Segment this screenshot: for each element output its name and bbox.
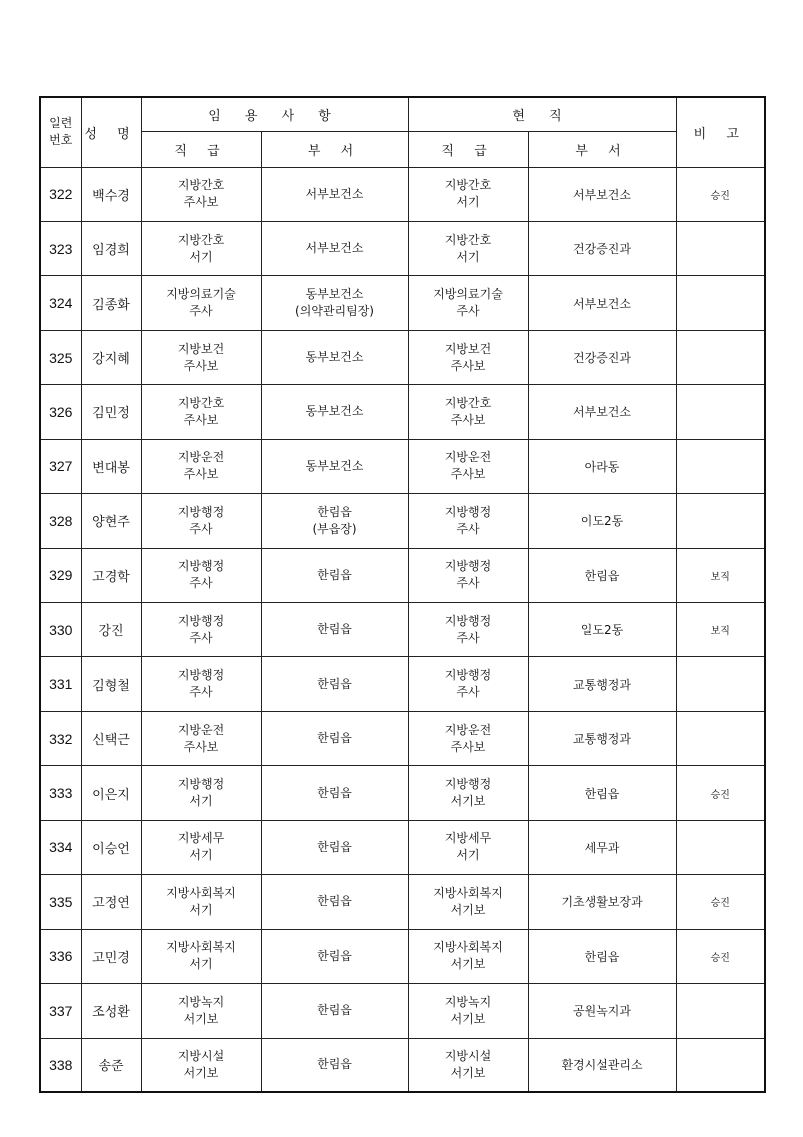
current-rank-cell xyxy=(408,330,528,384)
current-rank-cell xyxy=(408,711,528,765)
serial-number-cell: 335 xyxy=(40,875,81,929)
new-dept-cell xyxy=(261,766,408,820)
new-dept-cell-line: (부읍장) xyxy=(312,521,357,536)
new-dept-cell-line: 한림읍 xyxy=(317,731,352,746)
current-rank-cell xyxy=(408,875,528,929)
new-rank-cell xyxy=(141,929,261,983)
new-dept-cell-line: 한림읍 xyxy=(317,567,352,582)
note-header: 비 고 xyxy=(676,97,765,167)
current-rank-cell-line: 지방보건 xyxy=(444,341,492,356)
new-dept-cell-line: 동부보건소 xyxy=(305,404,364,419)
current-rank-cell xyxy=(408,548,528,602)
new-rank-cell-line: 지방행정 xyxy=(177,504,225,519)
new-rank-cell-line: 지방의료기술 xyxy=(166,287,236,302)
new-rank-cell xyxy=(141,385,261,439)
current-rank-cell xyxy=(408,439,528,493)
current-dept-cell: 교통행정과 xyxy=(528,657,676,711)
new-dept-cell xyxy=(261,711,408,765)
current-rank-cell-line: 지방행정 xyxy=(444,559,492,574)
current-dept-cell: 서부보건소 xyxy=(528,167,676,221)
current-rank-cell xyxy=(408,603,528,657)
new-rank-cell-line: 지방운전 xyxy=(177,450,225,465)
note-cell: 승진 xyxy=(676,167,765,221)
current-rank-cell-line: 주사보 xyxy=(450,412,486,427)
current-rank-cell-line: 주사 xyxy=(456,685,480,700)
serial-number-cell: 330 xyxy=(40,603,81,657)
new-dept-cell xyxy=(261,221,408,275)
current-dept-cell: 서부보건소 xyxy=(528,385,676,439)
current-rank-cell xyxy=(408,929,528,983)
current-dept-cell: 한림읍 xyxy=(528,929,676,983)
new-rank-cell-line: 지방간호 xyxy=(177,178,225,193)
current-rank-cell-line: 서기보 xyxy=(450,794,486,809)
name-cell: 이은지 xyxy=(81,766,141,820)
current-rank-cell xyxy=(408,984,528,1038)
new-dept-cell-line: 한림읍 xyxy=(317,785,352,800)
current-rank-cell-line: 주사보 xyxy=(450,467,486,482)
name-cell: 고경학 xyxy=(81,548,141,602)
current-rank-cell xyxy=(408,1038,528,1092)
current-rank-cell-line: 지방간호 xyxy=(444,395,492,410)
serial-number-cell: 328 xyxy=(40,494,81,548)
header-row-2 xyxy=(40,131,765,167)
name-cell: 고정연 xyxy=(81,875,141,929)
current-dept-cell: 일도2동 xyxy=(528,603,676,657)
note-cell xyxy=(676,221,765,275)
serial-number-cell: 323 xyxy=(40,221,81,275)
new-rank-cell-line: 주사 xyxy=(189,685,213,700)
note-cell: 승진 xyxy=(676,766,765,820)
new-dept-header: 부 서 xyxy=(261,131,408,167)
new-rank-cell-line: 주사 xyxy=(189,630,213,645)
new-dept-cell-line: 서부보건소 xyxy=(305,241,364,256)
new-dept-cell xyxy=(261,548,408,602)
current-dept-cell: 이도2동 xyxy=(528,494,676,548)
current-dept-cell: 공원녹지과 xyxy=(528,984,676,1038)
serial-number-cell: 329 xyxy=(40,548,81,602)
name-cell: 송준 xyxy=(81,1038,141,1092)
new-rank-cell xyxy=(141,820,261,874)
note-cell xyxy=(676,494,765,548)
new-rank-cell-line: 지방행정 xyxy=(177,613,225,628)
table-row xyxy=(40,548,765,602)
appointment-header: 임 용 사 항 xyxy=(141,97,408,131)
new-rank-cell-line: 주사보 xyxy=(183,358,219,373)
new-rank-cell-line: 주사 xyxy=(189,576,213,591)
current-rank-cell-line: 지방행정 xyxy=(444,668,492,683)
new-dept-cell-line: (의약관리팀장) xyxy=(295,304,374,319)
new-rank-cell-line: 지방운전 xyxy=(177,722,225,737)
current-rank-cell-line: 서기 xyxy=(456,848,480,863)
current-position-header: 현 직 xyxy=(408,97,676,131)
table-row xyxy=(40,766,765,820)
current-rank-cell-line: 지방간호 xyxy=(444,232,492,247)
new-dept-cell-line: 동부보건소 xyxy=(305,458,364,473)
table-row xyxy=(40,875,765,929)
current-rank-cell-line: 지방행정 xyxy=(444,504,492,519)
serial-number-cell: 333 xyxy=(40,766,81,820)
new-dept-cell xyxy=(261,657,408,711)
current-dept-header: 부 서 xyxy=(528,131,676,167)
new-dept-cell xyxy=(261,385,408,439)
name-cell: 백수경 xyxy=(81,167,141,221)
note-cell: 보직 xyxy=(676,548,765,602)
current-rank-cell xyxy=(408,494,528,548)
serial-number-header-top: 일련 xyxy=(49,116,73,131)
current-rank-cell-line: 주사보 xyxy=(450,358,486,373)
current-rank-cell-line: 서기 xyxy=(456,249,480,264)
new-rank-cell xyxy=(141,657,261,711)
table-row xyxy=(40,1038,765,1092)
new-dept-cell-line: 한림읍 xyxy=(317,894,352,909)
new-dept-cell xyxy=(261,603,408,657)
current-rank-cell-line: 주사보 xyxy=(450,739,486,754)
name-cell: 강지혜 xyxy=(81,330,141,384)
current-dept-cell: 건강증진과 xyxy=(528,221,676,275)
new-dept-cell-line: 한림읍 xyxy=(317,1057,352,1072)
current-rank-cell xyxy=(408,385,528,439)
note-cell: 승진 xyxy=(676,929,765,983)
new-dept-cell xyxy=(261,276,408,330)
new-rank-cell-line: 서기보 xyxy=(183,1011,219,1026)
current-rank-cell-line: 주사 xyxy=(456,521,480,536)
current-rank-cell-line: 주사 xyxy=(456,304,480,319)
table-row xyxy=(40,820,765,874)
new-dept-cell-line: 한림읍 xyxy=(317,676,352,691)
table-row xyxy=(40,657,765,711)
name-cell: 고민경 xyxy=(81,929,141,983)
name-cell: 김민정 xyxy=(81,385,141,439)
new-rank-cell-line: 지방사회복지 xyxy=(166,885,236,900)
new-rank-cell xyxy=(141,276,261,330)
current-rank-cell-line: 주사 xyxy=(456,630,480,645)
new-rank-cell-line: 서기보 xyxy=(183,1065,219,1080)
new-rank-cell-line: 서기 xyxy=(189,848,213,863)
name-cell: 김형철 xyxy=(81,657,141,711)
current-rank-cell-line: 지방사회복지 xyxy=(433,885,503,900)
current-rank-cell xyxy=(408,766,528,820)
current-rank-cell-line: 지방간호 xyxy=(444,178,492,193)
new-rank-cell-line: 주사보 xyxy=(183,739,219,754)
personnel-table xyxy=(39,96,766,1093)
new-rank-cell-line: 지방행정 xyxy=(177,559,225,574)
table-row xyxy=(40,603,765,657)
table-row xyxy=(40,385,765,439)
new-dept-cell xyxy=(261,330,408,384)
serial-number-cell: 322 xyxy=(40,167,81,221)
current-rank-cell-line: 지방운전 xyxy=(444,722,492,737)
serial-number-header-bottom: 번호 xyxy=(49,133,73,148)
new-dept-cell xyxy=(261,875,408,929)
current-rank-header: 직 급 xyxy=(408,131,528,167)
new-dept-cell-line: 한림읍 xyxy=(317,1003,352,1018)
new-dept-cell xyxy=(261,167,408,221)
current-rank-cell-line: 서기보 xyxy=(450,957,486,972)
current-rank-cell-line: 지방행정 xyxy=(444,613,492,628)
name-cell: 변대봉 xyxy=(81,439,141,493)
current-dept-cell: 아라동 xyxy=(528,439,676,493)
new-dept-cell-line: 한림읍 xyxy=(317,948,352,963)
current-rank-cell xyxy=(408,657,528,711)
new-rank-cell xyxy=(141,875,261,929)
new-rank-cell xyxy=(141,221,261,275)
current-rank-cell-line: 지방세무 xyxy=(444,831,492,846)
new-rank-cell xyxy=(141,1038,261,1092)
new-rank-cell-line: 지방세무 xyxy=(177,831,225,846)
new-rank-cell xyxy=(141,984,261,1038)
new-rank-cell-line: 서기 xyxy=(189,249,213,264)
table-body xyxy=(40,167,765,1092)
table-row xyxy=(40,439,765,493)
new-rank-cell xyxy=(141,494,261,548)
table-row xyxy=(40,494,765,548)
new-dept-cell-line: 동부보건소 xyxy=(305,287,364,302)
serial-number-cell: 331 xyxy=(40,657,81,711)
current-dept-cell: 세무과 xyxy=(528,820,676,874)
serial-number-header xyxy=(40,97,81,167)
new-rank-cell-line: 주사 xyxy=(189,304,213,319)
table-row xyxy=(40,276,765,330)
current-rank-cell-line: 주사 xyxy=(456,576,480,591)
new-rank-cell-line: 서기 xyxy=(189,957,213,972)
note-cell xyxy=(676,820,765,874)
new-rank-cell-line: 지방보건 xyxy=(177,341,225,356)
current-dept-cell: 건강증진과 xyxy=(528,330,676,384)
current-rank-cell-line: 지방의료기술 xyxy=(433,287,503,302)
current-rank-cell-line: 지방녹지 xyxy=(444,994,492,1009)
current-rank-cell-line: 서기보 xyxy=(450,902,486,917)
new-rank-cell-line: 주사보 xyxy=(183,412,219,427)
new-dept-cell-line: 한림읍 xyxy=(317,622,352,637)
current-dept-cell: 한림읍 xyxy=(528,548,676,602)
name-cell: 양현주 xyxy=(81,494,141,548)
new-rank-cell xyxy=(141,603,261,657)
table-row xyxy=(40,711,765,765)
new-rank-cell xyxy=(141,548,261,602)
note-cell xyxy=(676,439,765,493)
current-rank-cell-line: 서기보 xyxy=(450,1065,486,1080)
new-dept-cell xyxy=(261,820,408,874)
name-cell: 임경희 xyxy=(81,221,141,275)
note-cell xyxy=(676,385,765,439)
new-rank-cell-line: 지방간호 xyxy=(177,395,225,410)
name-cell: 강진 xyxy=(81,603,141,657)
current-dept-cell: 기초생활보장과 xyxy=(528,875,676,929)
serial-number-cell: 324 xyxy=(40,276,81,330)
serial-number-cell: 334 xyxy=(40,820,81,874)
current-dept-cell: 서부보건소 xyxy=(528,276,676,330)
current-rank-cell-line: 지방운전 xyxy=(444,450,492,465)
note-cell: 보직 xyxy=(676,603,765,657)
new-rank-cell xyxy=(141,766,261,820)
serial-number-cell: 326 xyxy=(40,385,81,439)
serial-number-cell: 332 xyxy=(40,711,81,765)
serial-number-cell: 325 xyxy=(40,330,81,384)
new-rank-cell-line: 지방행정 xyxy=(177,777,225,792)
current-rank-cell-line: 지방행정 xyxy=(444,777,492,792)
new-rank-cell-line: 주사 xyxy=(189,521,213,536)
serial-number-cell: 338 xyxy=(40,1038,81,1092)
serial-number-cell: 337 xyxy=(40,984,81,1038)
current-dept-cell: 한림읍 xyxy=(528,766,676,820)
note-cell xyxy=(676,984,765,1038)
note-cell xyxy=(676,330,765,384)
new-dept-cell xyxy=(261,439,408,493)
note-cell xyxy=(676,657,765,711)
current-dept-cell: 환경시설관리소 xyxy=(528,1038,676,1092)
current-rank-cell xyxy=(408,221,528,275)
new-rank-cell-line: 지방사회복지 xyxy=(166,940,236,955)
new-dept-cell-line: 서부보건소 xyxy=(305,186,364,201)
current-dept-cell: 교통행정과 xyxy=(528,711,676,765)
new-rank-cell-line: 지방시설 xyxy=(177,1048,225,1063)
new-rank-cell-line: 지방녹지 xyxy=(177,994,225,1009)
table-row xyxy=(40,330,765,384)
new-rank-cell xyxy=(141,167,261,221)
new-rank-cell-line: 서기 xyxy=(189,902,213,917)
new-rank-cell xyxy=(141,439,261,493)
new-dept-cell xyxy=(261,984,408,1038)
current-rank-cell xyxy=(408,820,528,874)
current-rank-cell xyxy=(408,276,528,330)
new-rank-cell-line: 지방간호 xyxy=(177,232,225,247)
table-row xyxy=(40,221,765,275)
name-cell: 이승언 xyxy=(81,820,141,874)
name-cell: 김종화 xyxy=(81,276,141,330)
serial-number-cell: 327 xyxy=(40,439,81,493)
current-rank-cell-line: 서기보 xyxy=(450,1011,486,1026)
note-cell: 승진 xyxy=(676,875,765,929)
note-cell xyxy=(676,711,765,765)
name-cell: 신택근 xyxy=(81,711,141,765)
name-header: 성 명 xyxy=(81,97,141,167)
note-cell xyxy=(676,276,765,330)
new-dept-cell xyxy=(261,494,408,548)
current-rank-cell-line: 지방시설 xyxy=(444,1048,492,1063)
new-dept-cell-line: 동부보건소 xyxy=(305,350,364,365)
new-dept-cell-line: 한림읍 xyxy=(317,504,352,519)
new-rank-cell-line: 주사보 xyxy=(183,195,219,210)
new-rank-cell xyxy=(141,330,261,384)
new-rank-cell xyxy=(141,711,261,765)
header-row-1 xyxy=(40,97,765,131)
new-rank-cell-line: 주사보 xyxy=(183,467,219,482)
new-rank-cell-line: 지방행정 xyxy=(177,668,225,683)
new-dept-cell xyxy=(261,929,408,983)
new-dept-cell xyxy=(261,1038,408,1092)
current-rank-cell-line: 지방사회복지 xyxy=(433,940,503,955)
new-rank-cell-line: 서기 xyxy=(189,794,213,809)
name-cell: 조성환 xyxy=(81,984,141,1038)
new-rank-header: 직 급 xyxy=(141,131,261,167)
table-row xyxy=(40,984,765,1038)
table-row xyxy=(40,929,765,983)
new-dept-cell-line: 한림읍 xyxy=(317,839,352,854)
note-cell xyxy=(676,1038,765,1092)
current-rank-cell xyxy=(408,167,528,221)
serial-number-cell: 336 xyxy=(40,929,81,983)
current-rank-cell-line: 서기 xyxy=(456,195,480,210)
table-row xyxy=(40,167,765,221)
